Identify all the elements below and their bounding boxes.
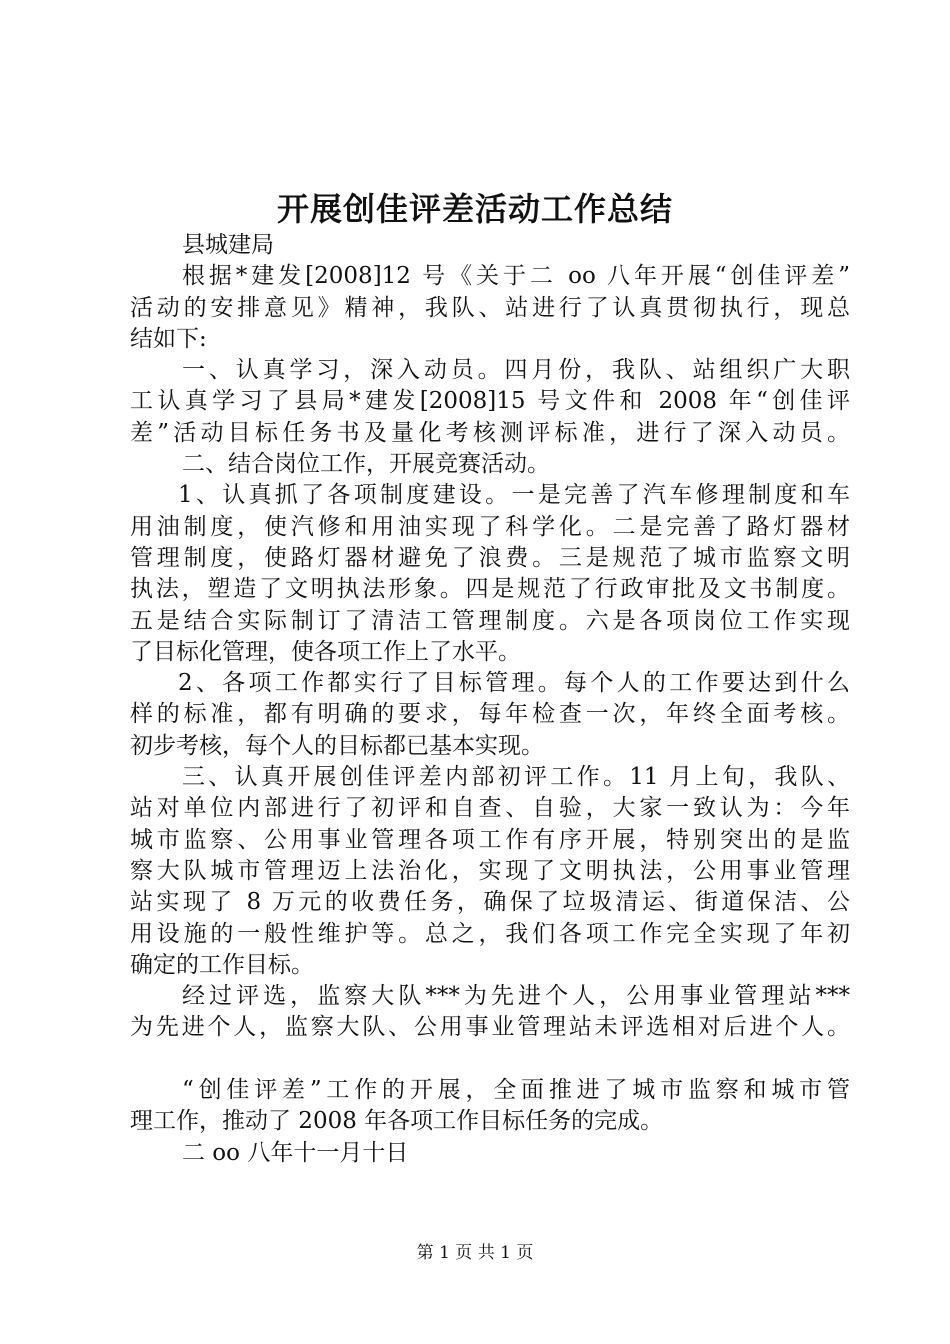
document-title: 开展创佳评差活动工作总结 (276, 190, 673, 228)
paragraph-line: 经过评选，监察大队***为先进个人，公用事业管理站*** (182, 983, 850, 1010)
paragraph-line: 2、各项工作都实行了目标管理。每个人的工作要达到什么 (178, 670, 850, 697)
document-body (130, 230, 850, 1169)
paragraph-line: 三、认真开展创佳评差内部初评工作。11 月上旬，我队、 (182, 764, 850, 791)
paragraph-line: “创佳评差”工作的开展，全面推进了城市监察和城市管 (182, 1077, 850, 1104)
paragraph-line: 站对单位内部进行了初评和自查、自验，大家一致认为：今年 (130, 795, 850, 822)
section-heading: 二、结合岗位工作，开展竞赛活动。 (182, 451, 550, 478)
paragraph-line: 根据*建发[2008]12 号《关于二 oo 八年开展“创佳评差” (182, 263, 850, 290)
page-number-footer: 第 1 页 共 1 页 (416, 1243, 534, 1263)
issuer-line: 县城建局 (182, 232, 274, 258)
paragraph-line: 用油制度，使汽修和用油实现了科学化。二是完善了路灯器材 (130, 513, 850, 540)
paragraph-line: 工认真学习了县局*建发[2008]15 号文件和 2008 年“创佳评 (130, 388, 850, 415)
paragraph-line: 为先进个人，监察大队、公用事业管理站未评选相对后进个人。 (130, 1014, 850, 1041)
paragraph-line: 理工作，推动了 2008 年各项工作目标任务的完成。 (130, 1108, 664, 1135)
document-date: 二 oo 八年十一月十日 (182, 1139, 409, 1166)
paragraph-line: 差”活动目标任务书及量化考核测评标准，进行了深入动员。 (130, 419, 850, 446)
paragraph-line: 了目标化管理，使各项工作上了水平。 (130, 638, 521, 665)
paragraph-line: 初步考核，每个人的目标都已基本实现。 (130, 732, 544, 759)
paragraph-line: 确定的工作目标。 (130, 951, 314, 978)
paragraph-line: 察大队城市管理迈上法治化，实现了文明执法，公用事业管理 (130, 857, 850, 884)
blank-line (130, 1044, 850, 1075)
paragraph-line: 执法，塑造了文明执法形象。四是规范了行政审批及文书制度。 (130, 576, 850, 603)
paragraph-line: 1、认真抓了各项制度建设。一是完善了汽车修理制度和车 (178, 482, 850, 509)
paragraph-line: 五是结合实际制订了清洁工管理制度。六是各项岗位工作实现 (130, 607, 850, 634)
paragraph-line: 样的标准，都有明确的要求，每年检查一次，年终全面考核。 (130, 701, 850, 728)
paragraph-line: 管理制度，使路灯器材避免了浪费。三是规范了城市监察文明 (130, 544, 850, 571)
paragraph-line: 用设施的一般性维护等。总之，我们各项工作完全实现了年初 (130, 920, 850, 947)
paragraph-line: 活动的安排意见》精神，我队、站进行了认真贯彻执行，现总 (130, 294, 850, 321)
paragraph-line: 城市监察、公用事业管理各项工作有序开展，特别突出的是监 (130, 826, 850, 853)
paragraph-line: 一、认真学习，深入动员。四月份，我队、站组织广大职 (182, 357, 850, 384)
paragraph-line: 站实现了 8 万元的收费任务，确保了垃圾清运、街道保洁、公 (130, 889, 850, 916)
paragraph-line: 结如下: (130, 325, 207, 352)
